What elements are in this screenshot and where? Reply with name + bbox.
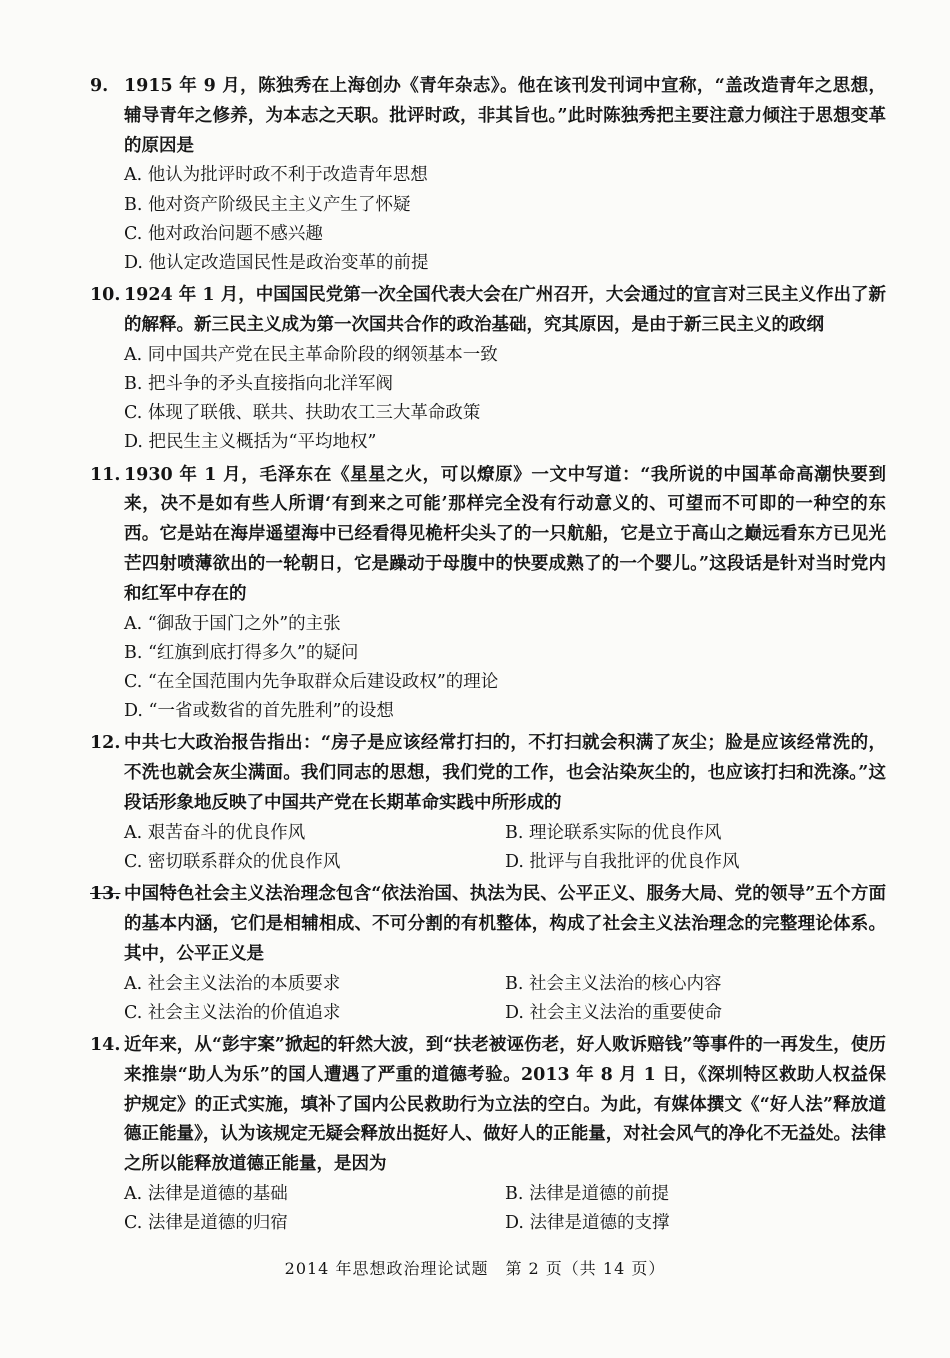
option-list <box>90 161 886 278</box>
question-11 <box>90 461 886 727</box>
option-c: C. “在全国范围内先争取群众后建设政权”的理论 <box>124 672 499 692</box>
question-stem <box>90 461 886 610</box>
question-9 <box>90 72 886 278</box>
option-d: D. 社会主义法治的重要使命 <box>505 1002 723 1023</box>
option-c: C. 社会主义法治的价值追求 <box>124 1002 341 1023</box>
question-text: 中共七大政治报告指出：“房子是应该经常打扫的，不打扫就会积满了灰尘；脸是应该经常洗的，不洗也就会灰尘满面。我们同志的思想，我们党的工作，也会沾染灰尘的，也应该打扫和洗涤。”这段话形象地反映了中国共产党在长期革命实践中所形成的 <box>124 733 886 813</box>
question-number: 10. <box>90 285 121 306</box>
option-list <box>90 341 886 458</box>
option-d: D. 批评与自我批评的优良作风 <box>505 852 740 872</box>
option-a: A. 同中国共产党在民主革命阶段的纲领基本一致 <box>124 344 498 365</box>
question-stem <box>90 880 886 969</box>
option-b: B. 他对资产阶级民主主义产生了怀疑 <box>124 194 411 215</box>
question-text: 中国特色社会主义法治理念包含“依法治国、执法为民、公平正义、服务大局、党的领导”五个方面的基本内涵，它们是相辅相成、不可分割的有机整体，构成了社会主义法治理念的完整理论体系。其中，公平正义是 <box>124 884 886 964</box>
option-list <box>90 610 886 727</box>
option-d: D. 把民生主义概括为“平均地权” <box>124 432 377 453</box>
option-d: D. 法律是道德的支撑 <box>505 1213 670 1234</box>
option-c: C. 体现了联俄、联共、扶助农工三大革命政策 <box>124 403 481 424</box>
option-list <box>90 819 886 877</box>
option-a: A. 社会主义法治的本质要求 <box>124 973 341 994</box>
option-c: C. 法律是道德的归宿 <box>124 1213 288 1234</box>
option-b: B. “红旗到底打得多久”的疑问 <box>124 642 359 663</box>
question-number: 13. <box>90 884 121 905</box>
option-list <box>90 970 886 1028</box>
option-b: B. 把斗争的矛头直接指向北洋军阀 <box>124 374 393 394</box>
option-b: B. 社会主义法治的核心内容 <box>505 973 722 994</box>
question-number: 14. <box>90 1035 121 1055</box>
option-row <box>124 970 886 999</box>
option-c: C. 密切联系群众的优良作风 <box>124 852 341 872</box>
question-number: 12. <box>90 733 121 754</box>
question-text: 1930 年 1 月，毛泽东在《星星之火，可以燎原》一文中写道：“我所说的中国革命高潮快要到来，决不是如有些人所谓‘有到来之可能’那样完全没有行动意义的、可望而不可即的一种空的东西。它是站在海岸遥望海中已经看得见桅杆尖头了的一只航船，它是立于高山之巅远看东方已见光芒四射喷薄欲出的一轮朝日，它是躁动于母腹中的快要成熟了的一个婴儿。”这段话是针对当时党内和红军中存在的 <box>124 464 886 604</box>
question-stem <box>90 729 886 818</box>
question-text: 1924 年 1 月，中国国民党第一次全国代表大会在广州召开，大会通过的宣言对三民主义作出了新的解释。新三民主义成为第一次国共合作的政治基础，究其原因，是由于新三民主义的政纲 <box>124 285 886 335</box>
option-row <box>124 1180 886 1209</box>
question-number: 11. <box>90 464 121 485</box>
option-c: C. 他对政治问题不感兴趣 <box>124 223 323 244</box>
option-d: D. “一省或数省的首先胜利”的设想 <box>124 701 394 722</box>
option-row <box>124 819 886 848</box>
option-a: A. 艰苦奋斗的优良作风 <box>124 822 306 843</box>
question-13 <box>90 880 886 1028</box>
option-row <box>124 999 886 1028</box>
option-a: A. 他认为批评时政不利于改造青年思想 <box>124 165 428 186</box>
question-10 <box>90 281 886 457</box>
option-b: B. 理论联系实际的优良作风 <box>505 822 722 843</box>
option-b: B. 法律是道德的前提 <box>505 1183 669 1204</box>
question-text: 近年来，从“彭宇案”掀起的轩然大波，到“扶老被诬伤老，好人败诉赔钱”等事件的一再发生，使历来推崇“助人为乐”的国人遭遇了严重的道德考验。2013 年 8 月 1 日，《深圳特区救助人权益保护规定》的正式实施，填补了国内公民救助行为立法的空白。为此，有媒体撰文《“好人法”释放道德正能量》，认为该规定无疑会释放出挺好人、做好人的正能量，对社会风气的净化不无益处。法律之所以能释放道德正能量，是因为 <box>124 1035 886 1175</box>
question-14 <box>90 1031 886 1238</box>
question-stem <box>90 1031 886 1180</box>
option-row <box>124 848 886 877</box>
question-number: 9. <box>90 76 109 96</box>
option-row <box>124 1209 886 1238</box>
option-a: A. “御敌于国门之外”的主张 <box>124 613 341 634</box>
question-stem <box>90 72 886 161</box>
question-12 <box>90 729 886 877</box>
option-a: A. 法律是道德的基础 <box>124 1183 288 1204</box>
question-stem <box>90 281 886 341</box>
option-list <box>90 1180 886 1238</box>
question-text: 1915 年 9 月，陈独秀在上海创办《青年杂志》。他在该刊发刊词中宣称，“盖改造青年之思想，辅导青年之修养，为本志之天职。批评时政，非其旨也。”此时陈独秀把主要注意力倾注于思想变革的原因是 <box>124 76 886 156</box>
page-footer: 2014 年思想政治理论试题 第 2 页（共 14 页） <box>284 1259 666 1278</box>
option-d: D. 他认定改造国民性是政治变革的前提 <box>124 253 429 273</box>
